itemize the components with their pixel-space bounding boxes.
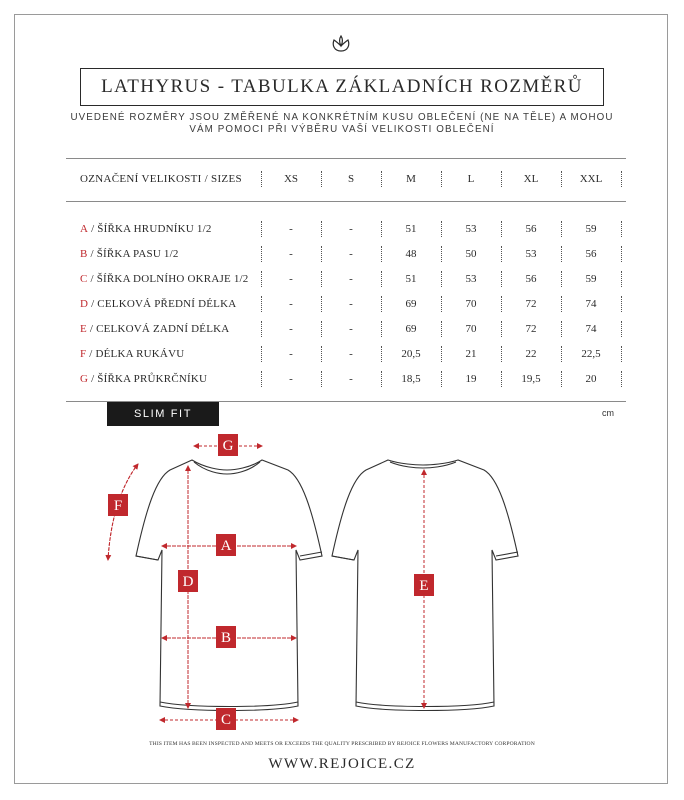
table-top-rule bbox=[66, 158, 626, 159]
row-value: - bbox=[349, 273, 353, 285]
row-label bbox=[80, 218, 270, 240]
row-value: 70 bbox=[465, 323, 477, 335]
row-value: 72 bbox=[525, 323, 537, 335]
row-value: 50 bbox=[465, 248, 477, 260]
row-value: 20,5 bbox=[401, 348, 421, 360]
row-label bbox=[80, 368, 270, 390]
row-letter: B bbox=[80, 248, 88, 260]
row-value: 74 bbox=[585, 323, 597, 335]
svg-text:D: D bbox=[182, 574, 194, 590]
label-f bbox=[108, 494, 128, 516]
unit-label: cm bbox=[602, 408, 614, 418]
table-header-row bbox=[66, 168, 626, 190]
column-separator bbox=[621, 371, 622, 387]
svg-text:B: B bbox=[220, 630, 232, 646]
row-value: - bbox=[289, 348, 293, 360]
row-value: 22,5 bbox=[581, 348, 601, 360]
table-row bbox=[66, 368, 626, 390]
row-value: 53 bbox=[465, 223, 477, 235]
row-value: 69 bbox=[405, 323, 417, 335]
row-value: - bbox=[289, 248, 293, 260]
svg-text:A: A bbox=[220, 538, 232, 554]
row-value: 53 bbox=[525, 248, 537, 260]
row-value: 59 bbox=[585, 273, 597, 285]
table-header-rule bbox=[66, 201, 626, 202]
row-letter: A bbox=[80, 223, 89, 235]
svg-text:G: G bbox=[222, 438, 234, 454]
row-value: 56 bbox=[585, 248, 597, 260]
header-size: L bbox=[467, 173, 475, 185]
table-row bbox=[66, 318, 626, 340]
row-label bbox=[80, 343, 270, 365]
label-a bbox=[216, 534, 236, 556]
row-value: - bbox=[349, 323, 353, 335]
label-e bbox=[414, 574, 434, 596]
tshirt-diagram bbox=[90, 430, 610, 740]
column-separator bbox=[621, 271, 622, 287]
row-value: 51 bbox=[405, 223, 417, 235]
row-value: - bbox=[349, 223, 353, 235]
svg-text:F: F bbox=[113, 498, 123, 514]
row-letter: F bbox=[80, 348, 87, 360]
table-row bbox=[66, 218, 626, 240]
label-c bbox=[216, 708, 236, 730]
row-value: 72 bbox=[525, 298, 537, 310]
row-value: 51 bbox=[405, 273, 417, 285]
row-value: 18,5 bbox=[401, 373, 421, 385]
row-name: / ŠÍŘKA HRUDNÍKU 1/2 bbox=[88, 223, 212, 235]
row-value: - bbox=[349, 373, 353, 385]
row-name: / ŠÍŘKA DOLNÍHO OKRAJE 1/2 bbox=[87, 273, 249, 285]
row-value: 69 bbox=[405, 298, 417, 310]
row-value: 59 bbox=[585, 223, 597, 235]
label-d bbox=[178, 570, 198, 592]
row-name: / CELKOVÁ PŘEDNÍ DÉLKA bbox=[88, 298, 237, 310]
row-value: - bbox=[349, 298, 353, 310]
table-row bbox=[66, 268, 626, 290]
page-title: LATHYRUS - TABULKA ZÁKLADNÍCH ROZMĚRŮ bbox=[80, 68, 604, 106]
table-row bbox=[66, 243, 626, 265]
subtitle-line-1: UVEDENÉ ROZMĚRY JSOU ZMĚŘENÉ NA KONKRÉTNÍM KUSU OBLEČENÍ (NE NA TĚLE) A MOHOU bbox=[70, 112, 614, 123]
row-label bbox=[80, 293, 270, 315]
fit-badge: SLIM FIT bbox=[107, 402, 219, 426]
row-value: 70 bbox=[465, 298, 477, 310]
row-value: - bbox=[289, 373, 293, 385]
row-name: / DÉLKA RUKÁVU bbox=[86, 348, 185, 360]
label-g bbox=[218, 434, 238, 456]
row-value: - bbox=[349, 348, 353, 360]
row-label bbox=[80, 268, 270, 290]
row-value: - bbox=[289, 323, 293, 335]
header-size: XS bbox=[283, 173, 299, 185]
row-label bbox=[80, 243, 270, 265]
row-value: 19,5 bbox=[521, 373, 541, 385]
row-name: / CELKOVÁ ZADNÍ DÉLKA bbox=[86, 323, 230, 335]
row-letter: D bbox=[80, 298, 89, 310]
header-size: S bbox=[347, 173, 355, 185]
row-value: - bbox=[289, 273, 293, 285]
subtitle-line-2: VÁM POMOCI PŘI VÝBĚRU VAŠÍ VELIKOSTI OBLEČENÍ bbox=[189, 124, 495, 135]
row-value: 20 bbox=[585, 373, 597, 385]
label-b bbox=[216, 626, 236, 648]
row-name: / ŠÍŘKA PRŮKRČNÍKU bbox=[88, 373, 208, 385]
row-value: 74 bbox=[585, 298, 597, 310]
row-letter: E bbox=[80, 323, 87, 335]
table-row bbox=[66, 343, 626, 365]
column-separator bbox=[621, 346, 622, 362]
row-value: 56 bbox=[525, 273, 537, 285]
row-letter: G bbox=[80, 373, 89, 385]
row-value: 19 bbox=[465, 373, 477, 385]
row-value: 53 bbox=[465, 273, 477, 285]
column-separator bbox=[621, 246, 622, 262]
row-letter: C bbox=[80, 273, 88, 285]
website-link[interactable]: WWW.REJOICE.CZ bbox=[268, 756, 416, 772]
row-name: / ŠÍŘKA PASU 1/2 bbox=[87, 248, 179, 260]
header-label: OZNAČENÍ VELIKOSTI / SIZES bbox=[80, 173, 242, 185]
column-separator bbox=[621, 221, 622, 237]
subtitle bbox=[60, 112, 624, 136]
flower-bud-icon bbox=[330, 34, 352, 54]
row-value: 21 bbox=[465, 348, 477, 360]
row-value: - bbox=[289, 223, 293, 235]
row-value: - bbox=[349, 248, 353, 260]
row-label bbox=[80, 318, 270, 340]
header-size: M bbox=[406, 173, 416, 185]
row-value: - bbox=[289, 298, 293, 310]
quality-note: THIS ITEM HAS BEEN INSPECTED AND MEETS OR EXCEEDS THE QUALITY PRESCRIBED BY REJOICE FLOWERS MANUFACTORY CORPORATION bbox=[149, 741, 535, 747]
row-value: 48 bbox=[405, 248, 417, 260]
header-size: XL bbox=[523, 173, 539, 185]
row-value: 56 bbox=[525, 223, 537, 235]
column-separator bbox=[621, 296, 622, 312]
svg-text:C: C bbox=[220, 712, 232, 728]
row-value: 22 bbox=[525, 348, 537, 360]
svg-text:E: E bbox=[419, 578, 429, 594]
table-row bbox=[66, 293, 626, 315]
column-separator bbox=[621, 171, 622, 187]
header-size: XXL bbox=[579, 173, 603, 185]
column-separator bbox=[621, 321, 622, 337]
front-shirt bbox=[136, 460, 322, 711]
